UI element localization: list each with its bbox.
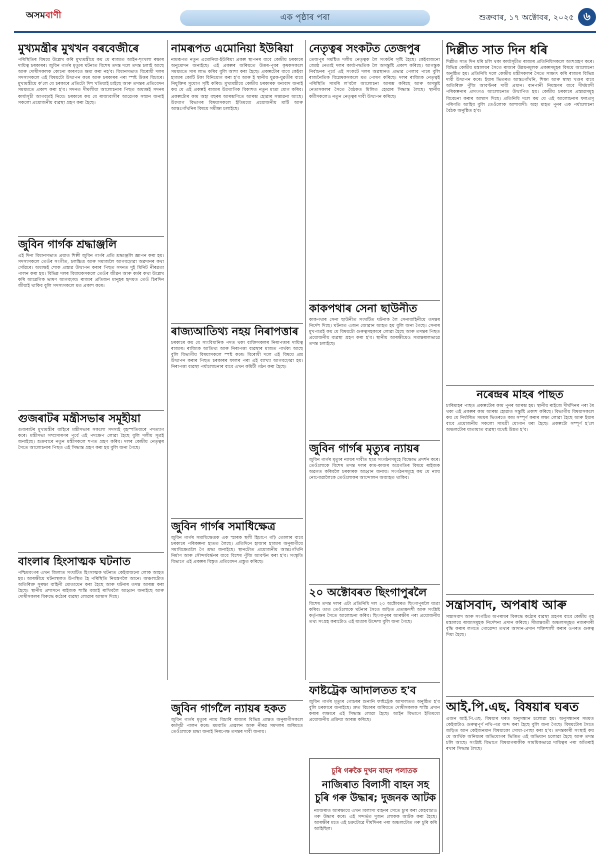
article-cm-assembly bbox=[18, 42, 164, 232]
article-body: দিল্লীত সাত দিন ধৰি চলি থকা কাৰ্য্যসূচীত ৰাজ্যৰ প্ৰতিনিধিসকলে অংশগ্ৰহণ কৰে। বিভিন্ন কেন্দ্ৰীয় মন্ত্ৰালয়ৰ সৈতে ৰাজ্যৰ উন্নয়নমূলক প্ৰকল্পসমূহৰ বিষয়ে আলোচনা অনুষ্ঠিত হয়। প্ৰতিনিধি দলে কেন্দ্ৰীয় মন্ত্ৰীসকলৰ সৈতে সাক্ষাৎ কৰি ৰাজ্যৰ বিভিন্ন দাবী উত্থাপন কৰে। ইয়াৰ ভিতৰত আন্তঃগাঁথনি, শিক্ষা আৰু স্বাস্থ্য খণ্ডৰ বাবে অতিৰিক্ত পুঁজি আবণ্টনৰ দাবী প্ৰধান। বানপানী নিয়ন্ত্ৰণৰ বাবে দীৰ্ঘম্যাদী পৰিকল্পনাৰ প্ৰসংগও আলোচনাত উত্থাপিত হয়। কেন্দ্ৰীয় চৰকাৰে প্ৰস্তাৱসমূহ বিবেচনা কৰাৰ আশ্বাস দিছে। প্ৰতিনিধি দলে কয় যে এই আলোচনাৰ ফলপ্ৰসূ পৰিণতি আহিব বুলি তেওঁলোক আশাবাদী। অহা মাহত পুনৰ এক পৰ্যালোচনা বৈঠক অনুষ্ঠিত হ'ব। bbox=[446, 60, 594, 114]
article-delhi bbox=[446, 42, 594, 382]
article-body: জুবিন গাৰ্গৰ মৃত্যুৰ ন্যায় বিচাৰি ৰাজ্যৰ বিভিন্ন প্ৰান্তত অনুৰাগীসকলে কৰ্মসূচী পালন কৰে। মমবাতি প্ৰজ্বলন আৰু নীৰৱ সমদলৰ জৰিয়তে তেওঁলোকে শ্ৰদ্ধা জনাই নিৰপেক্ষ তদন্তৰ দাবী জনায়। bbox=[171, 718, 303, 736]
article-headline: জুবিন গাৰ্গৰ সমাধিক্ষেত্ৰ bbox=[171, 520, 276, 533]
boxed-story-nazira bbox=[309, 758, 440, 854]
article-bangladesh bbox=[18, 555, 164, 855]
article-body: তেজপুৰ সমষ্টিত দলীয় নেতৃত্বক লৈ সংকটৰ সৃষ্টি হৈছে। কেইবাজনো জ্যেষ্ঠ নেতাই দলৰ কাৰ্য্যপদ্ধতিক লৈ অসন্তুষ্টি প্ৰকাশ কৰিছে। আগন্তুক নিৰ্বাচনৰ পূৰ্বে এই সংকটে দলৰ অৱস্থানত প্ৰভাৱ পেলাব পাৰে বুলি ৰাজনৈতিক বিশ্লেষকসকলে মত পোষণ কৰিছে। দলৰ ৰাজ্যিক নেতৃত্বই পৰিস্থিতি সামৰি ল'বলৈ আলোচনা আৰম্ভ কৰিছে আৰু অসন্তুষ্ট নেতাসকলৰ সৈতে বৈঠকত মিলিত হোৱাৰ সিদ্ধান্ত লৈছে। স্থানীয় কৰ্মীসকলেও নতুন নেতৃত্বৰ দাবী উত্থাপন কৰিছে। bbox=[309, 58, 440, 100]
article-headline: নামৰূপত এমোনিয়া ইউৰিয়া bbox=[171, 42, 294, 55]
article-body: জুবিন গাৰ্গৰ মৃত্যুৰ ন্যায়ৰ দাবীত ছাত্ৰ সংগঠনসমূহে বিক্ষোভ প্ৰদৰ্শন কৰে। তেওঁলোকে বিশেষ তদন্ত দলৰ কাম-কাজৰ অগ্ৰগতিৰ বিষয়ে ৰাইজক অৱগত কৰিবলৈ চৰকাৰক আহ্বান জনায়। সংগঠনসমূহে কয় যে ন্যায় নোপোৱালৈকে তেওঁলোকৰ আন্দোলন অব্যাহত থাকিব। bbox=[309, 458, 440, 482]
article-headline: বাংলাৰ হিংসাত্মক ঘটনাত bbox=[18, 555, 131, 568]
article-fourth-month bbox=[446, 388, 594, 588]
story-body-wrap bbox=[314, 809, 437, 853]
article-justice bbox=[171, 702, 303, 852]
article-body: চৰকাৰে কয় যে সাংবিধানিক পদত থকা ব্যক্তিসকলৰ নিৰাপত্তাৰ দায়িত্ব ৰাজ্যৰ। ৰাজ্যিক আতিথ্য আৰু নিৰাপত্তা ব্যৱস্থাৰ মাজত পাৰ্থক্য আছে বুলি বিভাগীয় বিষয়াসকলে স্পষ্ট কৰে। বিৰোধী দলে এই বিষয়ে প্ৰশ্ন উত্থাপন কৰাৰ পিছত চৰকাৰৰ ফালৰ পৰা এই ব্যাখ্যা আগবঢ়োৱা হয়। নিৰাপত্তা ব্যৱস্থা পৰ্যালোচনাৰ বাবে এখন কমিটী গঠন কৰা হৈছে। bbox=[171, 341, 303, 371]
article-headline: কাকপথাৰ সেনা ছাউনীত bbox=[309, 302, 418, 315]
article-headline: গুজৰাটৰ মন্ত্ৰীসভাৰ সমূহীয়া bbox=[18, 412, 141, 425]
article-separator bbox=[309, 300, 440, 301]
article-separator bbox=[171, 700, 303, 701]
article-separator bbox=[18, 410, 164, 411]
article-headline: আই.পি.এছ. বিষয়াৰ ঘৰত bbox=[446, 699, 579, 714]
article-fasttrack bbox=[309, 684, 440, 754]
article-body: পশ্চিমবংগৰ এখন জিলাত সংঘটিত হিংসাত্মক ঘটনাত কেইবাজনো লোক আহত হয়। আৰক্ষীয়ে ঘটনাস্থলত উপস্থিত হৈ পৰিস্থিতি নিয়ন্ত্ৰণলৈ আনে। অঞ্চলটোত অতিৰিক্ত সুৰক্ষা বাহিনী মোতায়েন কৰা হৈছে আৰু ঘটনাৰ তদন্ত আৰম্ভ কৰা হৈছে। স্থানীয় প্ৰশাসনে ৰাইজক শান্তি বজাই ৰাখিবলৈ আহ্বান জনাইছে আৰু দোষীসকলৰ বিৰুদ্ধে কঠোৰ ব্যৱস্থা লোৱাৰ আশ্বাস দিছে। bbox=[18, 571, 164, 601]
article-hospitality bbox=[171, 325, 303, 505]
page-number-badge: ৬ bbox=[578, 8, 596, 26]
article-body: সন্ত্ৰাসবাদ আৰু সংগঠিত অপৰাধৰ বিৰুদ্ধে কঠোৰ ব্যৱস্থা গ্ৰহণৰ বাবে কেন্দ্ৰীয় গৃহ মন্ত্ৰালয়ে ৰাজ্যসমূহক নিৰ্দেশনা প্ৰদান কৰিছে। সীমান্তবৰ্তী অঞ্চলসমূহত নজৰদাৰী বৃদ্ধি কৰাৰ লগতে গোৱেন্দা তথ্যৰ আদান-প্ৰদান শক্তিশালী কৰাৰ ওপৰত গুৰুত্ব দিয়া হৈছে। bbox=[446, 615, 594, 639]
article-ips bbox=[446, 699, 594, 854]
article-headline: ২০ অক্টোবৰত ছিংগাপুৰলৈ bbox=[309, 586, 427, 599]
article-body: এজন আই.পি.এছ. বিষয়াৰ ঘৰত অনুসন্ধান চলোৱা হয়। অনুসন্ধানৰ সময়ত কেইবাটাও গুৰুত্বপূৰ্ণ নথি-পত্ৰ জব্দ কৰা হৈছে বুলি জনা গৈছে। বিষয়টোৰ সৈতে জড়িত আন কেইজনমান বিষয়াকো সোধা-পোছা কৰা হ'ব। তদন্তকাৰী সংস্থাই কয় যে আৰ্থিক অনিয়মৰ অভিযোগৰ ভিত্তিত এই অভিযান চলোৱা হৈছে আৰু তদন্ত চলি আছে। সংশ্লিষ্ট বিভাগে বিষয়াগৰাকীক সাময়িকভাৱে দায়িত্বৰ পৰা আঁতৰাই ৰখাৰ সিদ্ধান্ত লৈছে। bbox=[446, 717, 594, 753]
article-separator bbox=[309, 440, 440, 441]
article-headline: জুবিন গাৰ্গৰ মৃত্যুৰ ন্যায়ৰ bbox=[309, 442, 420, 455]
newspaper-logo: অসমবাণী bbox=[26, 11, 62, 21]
article-memorial bbox=[171, 520, 303, 695]
article-body: কাকপথাৰ সেনা ছাউনীত সংঘটিত ঘটনাক লৈ সেনাবাহিনীয়ে তদন্তৰ নিৰ্দেশ দিছে। ঘটনাত এজন জোৱান আহত হয় বুলি জনা গৈছে। সেনাৰ মুখপাত্ৰই কয় যে বিষয়টো গুৰুত্বসহকাৰে লোৱা হৈছে আৰু তদন্তৰ পিছত প্ৰয়োজনীয় ব্যৱস্থা গ্ৰহণ কৰা হ'ব। স্থানীয় আৰক্ষীয়েও সমান্তৰালভাৱে তদন্ত চলাইছে। bbox=[309, 318, 440, 348]
article-headline: মুখ্যমন্ত্ৰীৰ মুখখন বৰবেজীৰে bbox=[18, 42, 139, 55]
article-separator bbox=[309, 682, 440, 683]
article-leadership bbox=[309, 42, 440, 262]
article-oct20 bbox=[309, 586, 440, 666]
article-death-justice bbox=[309, 442, 440, 532]
article-separator bbox=[171, 518, 303, 519]
article-namrup bbox=[171, 42, 303, 304]
article-headline: ফাষ্টট্ৰেক আদালতত হ'ব bbox=[309, 684, 417, 697]
masthead-rule bbox=[14, 31, 596, 33]
article-headline: ৰাজ্যআতিথ্য নহয় নিৰাপত্তাৰ bbox=[171, 325, 299, 338]
article-body: জুবিন গাৰ্গৰ মৃত্যুৰ গোচৰৰ শুনানি ফাষ্টট্ৰেক আদালতত অনুষ্ঠিত হ'ব বুলি চৰকাৰে জনাইছে। দ্ৰুত বিচাৰৰ জৰিয়তে দোষীসকলক শাস্তি প্ৰদান কৰাৰ লক্ষ্যৰে এই সিদ্ধান্ত লোৱা হৈছে। আইন বিভাগে ইতিমধ্যে প্ৰয়োজনীয় প্ৰক্ৰিয়া আৰম্ভ কৰিছে। bbox=[309, 700, 440, 724]
article-tribute bbox=[18, 238, 164, 410]
article-separator bbox=[18, 552, 164, 553]
article-headline: নৰেন্দ্ৰৰ মাহৰ পাছত bbox=[476, 388, 564, 401]
article-separator bbox=[18, 236, 164, 237]
article-body: গুজৰাটৰ মুখ্যমন্ত্ৰীৰ বাহিৰে মন্ত্ৰীসভাৰ সকলো সদস্যই বৃহস্পতিবাৰে পদত্যাগ কৰে। মন্ত্ৰীসভা সম্প্ৰসাৰণৰ পূৰ্বে এই পদক্ষেপ লোৱা হৈছে বুলি দলীয় সূত্ৰই জনাইছে। শুক্ৰবাৰে নতুন মন্ত্ৰীসকলে শপত গ্ৰহণ কৰিব। দলৰ কেন্দ্ৰীয় নেতৃত্বৰ সৈতে আলোচনাৰ পিছত এই সিদ্ধান্ত গ্ৰহণ কৰা হয় বুলি জনা গৈছে। bbox=[18, 428, 164, 452]
article-gujarat bbox=[18, 412, 164, 552]
article-terror bbox=[446, 597, 594, 697]
article-separator bbox=[446, 594, 594, 595]
article-separator bbox=[309, 584, 440, 585]
issue-date: শুক্ৰবাৰ, ১৭ অক্টোবৰ, ২০২৫ bbox=[478, 13, 574, 22]
article-headline: দিল্লীত সাত দিন ধৰি bbox=[446, 42, 548, 57]
article-body: নাজিৰাত আৰক্ষীয়ে এখন বিলাসী বাহনৰ সৈতে চুৰি কৰা কেইবাটাও গৰু উদ্ধাৰ কৰে। এই সন্দৰ্ভত দুজন লোকক আটক কৰা হৈছে। আৰক্ষীৰ মতে এই চক্ৰটোৱে দীৰ্ঘদিনৰ পৰা অঞ্চলটোত গৰু চুৰি কৰি আহিছিল। bbox=[314, 809, 437, 833]
masthead bbox=[0, 0, 610, 40]
article-headline: জুবিন গাৰ্গক শ্ৰদ্ধাঞ্জলি bbox=[18, 238, 117, 251]
article-headline: সন্ত্ৰাসবাদ, অপৰাধ আৰু bbox=[446, 597, 567, 612]
article-separator bbox=[446, 696, 594, 697]
article-body: বিশেষ তদন্ত দলৰ এটা প্ৰতিনিধি দল ২০ অক্টোবৰত ছিংগাপুৰলৈ যাত্ৰা কৰিব। তাত তেওঁলোকে ঘটনাৰ সৈতে জড়িত প্ৰত্যক্ষদৰ্শী আৰু সংশ্লিষ্ট কৰ্তৃপক্ষৰ সৈতে আলোচনা কৰিব। ছিংগাপুৰৰ আৰক্ষীৰ পৰা প্ৰয়োজনীয় তথ্য সংগ্ৰহ কৰাটোও এই যাত্ৰাৰ উদ্দেশ্য বুলি জনা গৈছে। bbox=[309, 602, 440, 626]
section-band: এক পৃষ্ঠাৰ পৰা bbox=[180, 10, 430, 26]
story-kicker: চুৰি গৰুকৈ দুখন বাহন পলাতক bbox=[331, 767, 418, 775]
column-divider bbox=[167, 40, 168, 680]
article-separator bbox=[171, 323, 303, 324]
article-body: পৰিস্থিতিৰ বিষয়ে উল্লেখ কৰি মুখ্যমন্ত্ৰীয়ে কয় যে ৰাজ্যত আইন-শৃংখলা ৰক্ষাৰ দায়িত্ব চৰকাৰৰ। জুবিন গাৰ্গৰ মৃত্যুৰ ঘটনাত বিশেষ তদন্ত দলে তদন্ত চলাই আছে আৰু দোষীসকলক কোনো কাৰণতে ক্ষমা কৰা নহ'ব। বিধানসভাত বিৰোধী দলৰ সদস্যসকলে এই বিষয়টো উত্থাপন কৰে আৰু চৰকাৰৰ পৰা স্পষ্ট উত্তৰ বিচাৰে। মুখ্যমন্ত্ৰীয়ে ক'লে যে চৰকাৰে প্ৰতিটো দিশ খতিয়াই চাইছে আৰু তদন্তৰ প্ৰতিবেদন সময়মতে প্ৰকাশ কৰা হ'ব। সদনত দীঘলীয়া আলোচনাৰ পিছত অধ্যক্ষই সদনৰ কাৰ্য্যসূচী আগবঢ়াই নিয়ে। চৰকাৰে কয় যে ৰাজ্যবাসীৰ আৱেগক সন্মান জনাই সকলো প্ৰয়োজনীয় ব্যৱস্থা গ্ৰহণ কৰা হৈছে। bbox=[18, 58, 164, 106]
column-divider bbox=[442, 40, 443, 852]
article-separator bbox=[446, 385, 594, 386]
article-body: চাৰিমাহৰ পাছত প্ৰকল্পটোৰ কাম পুনৰ আৰম্ভ হয়। স্থানীয় ৰাইজে দীৰ্ঘদিনৰ পৰা ৰৈ থকা এই প্ৰকল্পৰ কাম আৰম্ভ হোৱাত সন্তুষ্টি প্ৰকাশ কৰিছে। বিভাগীয় বিষয়াসকলে কয় যে নিৰ্ধাৰিত সময়ৰ ভিতৰতে কাম সম্পূৰ্ণ কৰাৰ লক্ষ্য লোৱা হৈছে আৰু ইয়াৰ বাবে প্ৰয়োজনীয় সকলো সামগ্ৰী যোগান ধৰা হৈছে। প্ৰকল্পটো সম্পূৰ্ণ হ'লে অঞ্চলটোৰ যাতায়াত ব্যৱস্থা যথেষ্ট উন্নত হ'ব। bbox=[446, 404, 594, 434]
article-army bbox=[309, 302, 440, 442]
column-divider bbox=[305, 40, 306, 680]
article-headline: জুবিন গাৰ্গলৈ ন্যায়ৰ হকত bbox=[171, 702, 286, 715]
headline-line-2: চুৰি গৰু উদ্ধাৰ; দুজনক আটক bbox=[315, 793, 436, 804]
story-headline bbox=[314, 779, 437, 805]
article-headline: নেতৃত্বৰ সংকটত তেজপুৰ bbox=[309, 42, 421, 55]
article-body: নামৰূপত নতুন এমোনিয়া-ইউৰিয়া প্ৰকল্প স্থাপনৰ বাবে কেন্দ্ৰীয় চৰকাৰে অনুমোদন জনাইছে। এই প্ৰকল্পৰ জৰিয়তে উত্তৰ-পূবৰ কৃষকসকলে সময়মতে সাৰ লাভ কৰিব বুলি আশা কৰা হৈছে। প্ৰকল্পটোৰ বাবে কেইবা হাজাৰ কোটি টকা বিনিয়োগ কৰা হ'ব আৰু ই স্থানীয় যুৱক-যুৱতীৰ বাবে নিযুক্তিৰ সুযোগ সৃষ্টি কৰিব। মুখ্যমন্ত্ৰীয়ে কেন্দ্ৰীয় চৰকাৰক ধন্যবাদ জনাই কয় যে এই প্ৰকল্পই ৰাজ্যৰ উদ্যোগিক বিকাশত নতুন মাত্ৰা যোগ কৰিব। প্ৰকল্পটোৰ কাম অহা বছৰৰ আৰম্ভণিতে আৰম্ভ হোৱাৰ সম্ভাৱনা আছে। উদ্যোগ বিভাগৰ বিষয়াসকলে ইতিমধ্যে প্ৰয়োজনীয় মাটি আৰু আন্তঃগাঁথনিৰ বিষয়ে সমীক্ষা চলাইছে। bbox=[171, 58, 303, 112]
article-body: জুবিন গাৰ্গৰ সমাধিক্ষেত্ৰক এক স্মাৰক স্থলী হিচাপে গঢ়ি তোলাৰ বাবে চৰকাৰে পৰিকল্পনা হাতত লৈছে। প্ৰতিদিনে হাজাৰ হাজাৰ অনুৰাগীয়ে সমাধিক্ষেত্ৰলৈ গৈ শ্ৰদ্ধা জনাইছে। স্থানটোত প্ৰয়োজনীয় আন্তঃগাঁথনি নিৰ্মাণ আৰু সৌন্দৰ্যবৰ্দ্ধনৰ বাবে বিশেষ পুঁজি আবণ্টন কৰা হ'ব। সংস্কৃতি বিভাগে এই প্ৰকল্পৰ বিস্তৃত প্ৰতিবেদন প্ৰস্তুত কৰিছে। bbox=[171, 536, 303, 566]
article-body: এই দিনা বিধানসভাত প্ৰয়াত শিল্পী জুবিন গাৰ্গৰ প্ৰতি শ্ৰদ্ধাঞ্জলি জ্ঞাপন কৰা হয়। সদস্যসকলে তেওঁৰ সংগীত, চলচ্চিত্ৰ আৰু সমাজলৈ আগবঢ়োৱা অৱদানৰ কথা সোঁৱৰে। অধ্যক্ষই শোক প্ৰস্তাৱ উত্থাপন কৰাৰ পিছত সদনত দুই মিনিট নীৰৱতা পালন কৰা হয়। বিভিন্ন দলৰ বিধায়কসকলে তেওঁৰ জীৱন আৰু কৰ্মৰ কথা উল্লেখ কৰি আৱেগিক ভাষণ আগবঢ়ায়। ৰাজ্যৰ প্ৰতিজন মানুহৰ হৃদয়ত তেওঁ চিৰদিন জীয়াই থাকিব বুলি সদস্যসকলে মত প্ৰকাশ কৰে। bbox=[18, 254, 164, 290]
headline-line-1: নাজিৰাত বিলাসী বাহন সহ bbox=[322, 780, 429, 791]
